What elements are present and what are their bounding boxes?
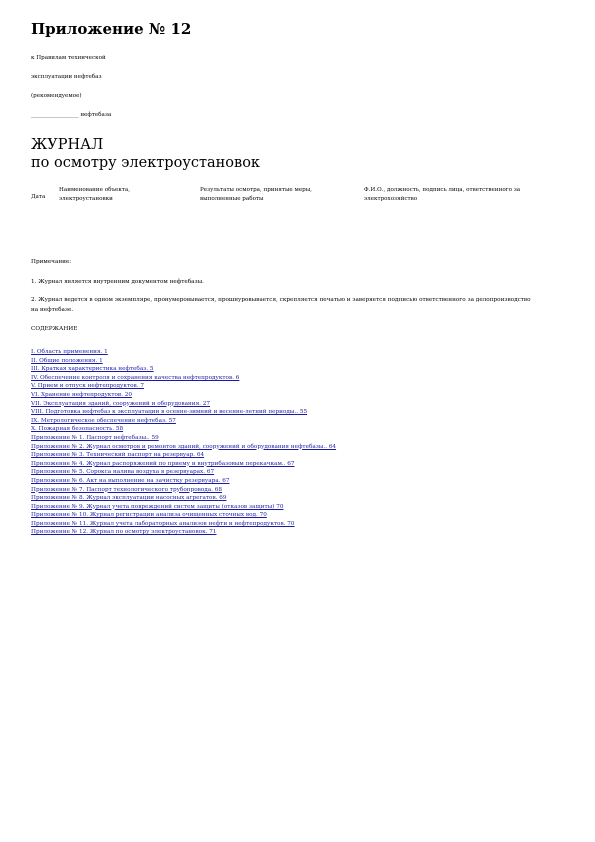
note-item-1: 1. Журнал является внутренним документом нефтебазы. xyxy=(31,279,204,285)
toc-link[interactable]: VIII. Подготовка нефтебаз к эксплуатации в осенне-зимний и весенне-летний периоды.. 55 xyxy=(31,409,308,416)
table-of-contents xyxy=(31,348,551,537)
toc-link[interactable]: Приложение № 1. Паспорт нефтебазы.. 59 xyxy=(31,434,159,441)
toc-link[interactable]: Приложение № 2. Журнал осмотров и ремонтов зданий, сооружений и оборудования нефтебазы.. 64 xyxy=(31,443,337,450)
notes-heading: Примечание: xyxy=(31,259,72,265)
journal-title-line-2: по осмотру электроустановок xyxy=(31,155,260,171)
table-header-object: Наименование объекта, электроустановки xyxy=(59,187,131,202)
toc-link[interactable]: Приложение № 6. Акт на выполнение на зачистку резервуара. 67 xyxy=(31,477,230,484)
toc-link[interactable]: Приложение № 10. Журнал регистрации анализа очищенных сточных вод. 70 xyxy=(31,512,267,519)
contents-heading: СОДЕРЖАНИЕ xyxy=(31,326,78,332)
toc-link[interactable]: Приложение № 8. Журнал эксплуатации насосных агрегатов. 69 xyxy=(31,495,227,502)
toc-link[interactable]: Приложение № 11. Журнал учета лабораторных анализов нефти и нефтепродуктов. 70 xyxy=(31,520,295,527)
journal-title-line-1: ЖУРНАЛ xyxy=(31,137,104,153)
toc-link[interactable]: Приложение № 12. Журнал по осмотру электроустановок. 71 xyxy=(31,529,217,536)
table-header-responsible: Ф.И.О., должность, подпись лица, ответственного за электрохозяйство xyxy=(364,187,521,202)
toc-link[interactable]: VII. Эксплуатация зданий, сооружений и оборудования. 27 xyxy=(31,400,211,407)
appendix-line-2: эксплуатации нефтебаз xyxy=(31,74,102,80)
toc-link[interactable]: II. Общие положения. 1 xyxy=(31,357,103,364)
note-item-2: 2. Журнал ведется в одном экземпляре, пронумеровывается, прошнуровывается, скрепляется печатью и заверяется подписью ответственного за делопроизводство на нефтебазе. xyxy=(31,297,531,313)
toc-link[interactable]: IV. Обеспечение контроля и сохранения качества нефтепродуктов. 6 xyxy=(31,374,240,381)
toc-link[interactable]: Приложение № 4. Журнал распоряжений по приему и внутрибазовым перекачкам.. 67 xyxy=(31,460,295,467)
table-header-results: Результаты осмотра, принятые меры, выполненные работы xyxy=(200,187,312,202)
toc-link[interactable]: Приложение № 5. Сорокса налива воздуха в резервуарах. 67 xyxy=(31,469,215,476)
toc-link[interactable]: I. Область применения. 1 xyxy=(31,349,108,355)
toc-link[interactable]: Приложение № 3. Технический паспорт на резервуар. 64 xyxy=(31,452,205,459)
toc-link[interactable]: III. Краткая характеристика нефтебаз. 5 xyxy=(31,366,154,373)
toc-link[interactable]: VI. Хранение нефтепродуктов. 20 xyxy=(31,391,132,398)
toc-link[interactable]: Приложение № 7. Паспорт технологического трубопровода. 68 xyxy=(31,486,223,493)
toc-link[interactable]: X. Пожарная безопасность. 58 xyxy=(31,426,124,433)
appendix-line-1: к Правилам технической xyxy=(31,55,106,61)
appendix-title: Приложение № 12 xyxy=(31,20,192,38)
journal-title xyxy=(31,136,260,172)
table-header-date: Дата xyxy=(31,194,46,200)
toc-link[interactable]: IX. Метрологическое обеспечение нефтебаз. 57 xyxy=(31,417,176,424)
appendix-line-3: (рекомендуемое) xyxy=(31,93,82,99)
toc-link[interactable]: Приложение № 9. Журнал учета повреждений систем защиты (отказов защиты) 70 xyxy=(31,503,284,510)
signature-line: _________________ нефтебаза xyxy=(31,112,112,118)
toc-link[interactable]: V. Прием и отпуск нефтепродуктов. 7 xyxy=(31,383,144,390)
